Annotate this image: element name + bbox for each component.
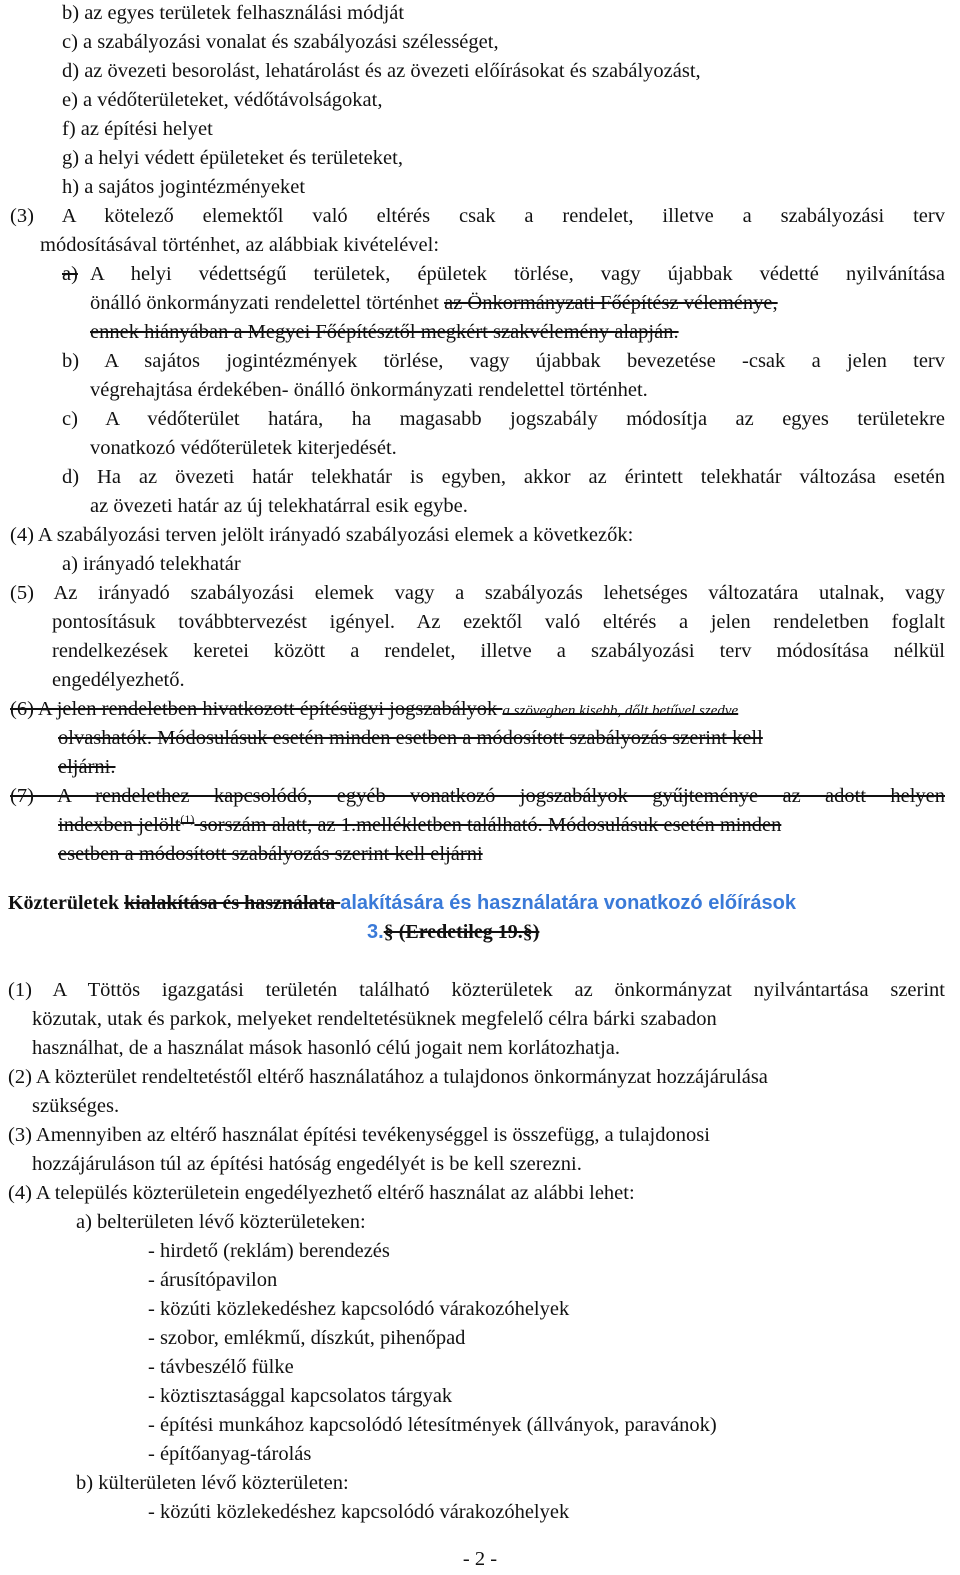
list-item: h) a sajátos jogintézményeket bbox=[62, 176, 306, 198]
struck-text: indexben jelölt bbox=[58, 814, 181, 836]
struck-paragraph-line: eljárni. bbox=[58, 756, 116, 778]
struck-text: ennek hiányában a Megyei Főépítésztől megkért szakvélemény alapján. bbox=[90, 321, 679, 343]
paragraph-line: (4) A település közterületein engedélyezhető eltérő használat az alábbi lehet: bbox=[8, 1182, 635, 1204]
struck-paragraph-line: olvashatók. Módosulásuk esetén minden esetben a módosított szabályozás szerint kell bbox=[58, 727, 763, 749]
struck-text: az Önkormányzati Főépítész véleménye, bbox=[444, 292, 778, 314]
heading-struck-text: kialakítása és használata bbox=[124, 892, 341, 914]
heading-text: Közterületek bbox=[8, 892, 125, 914]
paragraph-line: szükséges. bbox=[32, 1095, 120, 1117]
sublist-label: a) belterületen lévő közterületeken: bbox=[76, 1211, 366, 1233]
paragraph-line: (3) A kötelező elemektől való eltérés csak a rendelet, illetve a szabályozási terv bbox=[10, 205, 945, 227]
list-item: - közúti közlekedéshez kapcsolódó várakozóhelyek bbox=[148, 1298, 570, 1320]
paragraph-line: használhat, de a használat mások hasonló célú jogait nem korlátozhatja. bbox=[32, 1037, 621, 1059]
list-item: - távbeszélő fülke bbox=[148, 1356, 294, 1378]
paragraph-line: (5) Az irányadó szabályozási elemek vagy a szabályozás lehetséges változatára utalnak, vagy bbox=[10, 582, 945, 604]
italic-note: a szövegben kisebb, dőlt betűvel szedve bbox=[502, 703, 739, 719]
sublist-label: b) külterületen lévő közterületen: bbox=[76, 1472, 349, 1494]
paragraph-line: módosításával történhet, az alábbiak kivételével: bbox=[40, 234, 440, 256]
list-item: - közúti közlekedéshez kapcsolódó várakozóhelyek bbox=[148, 1501, 570, 1523]
struck-paragraph-line bbox=[58, 813, 781, 839]
list-item: e) a védőterületeket, védőtávolságokat, bbox=[62, 89, 383, 111]
struck-text: sorszám alatt, az 1.mellékletben található. Módosulásuk esetén minden bbox=[194, 814, 782, 836]
paragraph-line: b) A sajátos jogintézmények törlése, vagy újabbak bevezetése -csak a jelen terv bbox=[62, 350, 945, 372]
list-item: b) az egyes területek felhasználási módját bbox=[62, 2, 405, 24]
paragraph-line: (2) A közterület rendeltetéstől eltérő használatához a tulajdonos önkormányzat hozzájárulása bbox=[8, 1066, 768, 1088]
superscript-index: (1) bbox=[180, 812, 195, 826]
paragraph-line: d) Ha az övezeti határ telekhatár is egyben, akkor az érintett telekhatár változása esetén bbox=[62, 466, 945, 488]
paragraph-line: (1) A Töttös igazgatási területén található közterületek az önkormányzat nyilvántartása szerint bbox=[8, 979, 945, 1001]
section-heading bbox=[8, 891, 796, 915]
paragraph-line: pontosításuk továbbtervezést igényel. Az ezektől való eltérés a jelen rendeletben foglalt bbox=[52, 611, 945, 633]
struck-paragraph-line: (7) A rendelethez kapcsolódó, egyéb vonatkozó jogszabályok gyűjteménye az adott helyen bbox=[10, 785, 945, 807]
section-number bbox=[367, 920, 539, 944]
list-item: - köztisztasággal kapcsolatos tárgyak bbox=[148, 1385, 453, 1407]
list-item: g) a helyi védett épületeket és területeket, bbox=[62, 147, 403, 169]
list-item: a) irányadó telekhatár bbox=[62, 553, 241, 575]
paragraph-line: vonatkozó védőterületek kiterjedését. bbox=[90, 437, 397, 459]
list-item: c) a szabályozási vonalat és szabályozási szélességet, bbox=[62, 31, 499, 53]
list-item: - árusítópavilon bbox=[148, 1269, 278, 1291]
paragraph-line: A helyi védettségű területek, épületek törlése, vagy újabbak védetté nyilvánítása bbox=[90, 263, 945, 285]
section-number-struck: § (Eredetileg 19.§) bbox=[383, 921, 540, 943]
list-item: f) az építési helyet bbox=[62, 118, 213, 140]
paragraph-line: az övezeti határ az új telekhatárral esik egybe. bbox=[90, 495, 468, 517]
struck-text: (6) A jelen rendeletben hivatkozott építésügyi jogszabályok bbox=[10, 698, 503, 720]
paragraph-line bbox=[90, 291, 778, 315]
struck-paragraph-line: esetben a módosított szabályozás szerint kell eljárni bbox=[58, 843, 483, 865]
list-item: - szobor, emlékmű, díszkút, pihenőpad bbox=[148, 1327, 466, 1349]
page-number: - 2 - bbox=[462, 1548, 498, 1570]
struck-paragraph-line bbox=[10, 697, 738, 723]
paragraph-line: c) A védőterület határa, ha magasabb jogszabály módosítja az egyes területekre bbox=[62, 408, 945, 430]
paragraph-line: közutak, utak és parkok, melyeket rendeltetésüknek megfelelő célra bárki szabadon bbox=[32, 1008, 717, 1030]
paragraph-line: engedélyezhető. bbox=[52, 669, 185, 691]
paragraph-line: (3) Amennyiben az eltérő használat építési tevékenységgel is összefügg, a tulajdonosi bbox=[8, 1124, 710, 1146]
plain-text: önálló önkormányzati rendelettel történhet bbox=[90, 292, 445, 314]
list-item: - építési munkához kapcsolódó létesítmények (állványok, paravánok) bbox=[148, 1414, 717, 1436]
paragraph-line: rendelkezések keretei között a rendelet, illetve a szabályozási terv módosítása nélkül bbox=[52, 640, 945, 662]
list-item: - hirdető (reklám) berendezés bbox=[148, 1240, 390, 1262]
list-item: - építőanyag-tárolás bbox=[148, 1443, 312, 1465]
section-number-inserted: 3. bbox=[367, 921, 384, 943]
paragraph-line: hozzájáruláson túl az építési hatóság engedélyét is be kell szerezni. bbox=[32, 1153, 582, 1175]
paragraph-line: végrehajtása érdekében- önálló önkormányzati rendelettel történhet. bbox=[90, 379, 648, 401]
heading-inserted-text: alakítására és használatára vonatkozó előírások bbox=[340, 892, 797, 914]
paragraph-line: (4) A szabályozási terven jelölt irányadó szabályozási elemek a következők: bbox=[10, 524, 634, 546]
list-item: d) az övezeti besorolást, lehatárolást és az övezeti előírásokat és szabályozást, bbox=[62, 60, 701, 82]
struck-marker: a) bbox=[62, 263, 78, 285]
